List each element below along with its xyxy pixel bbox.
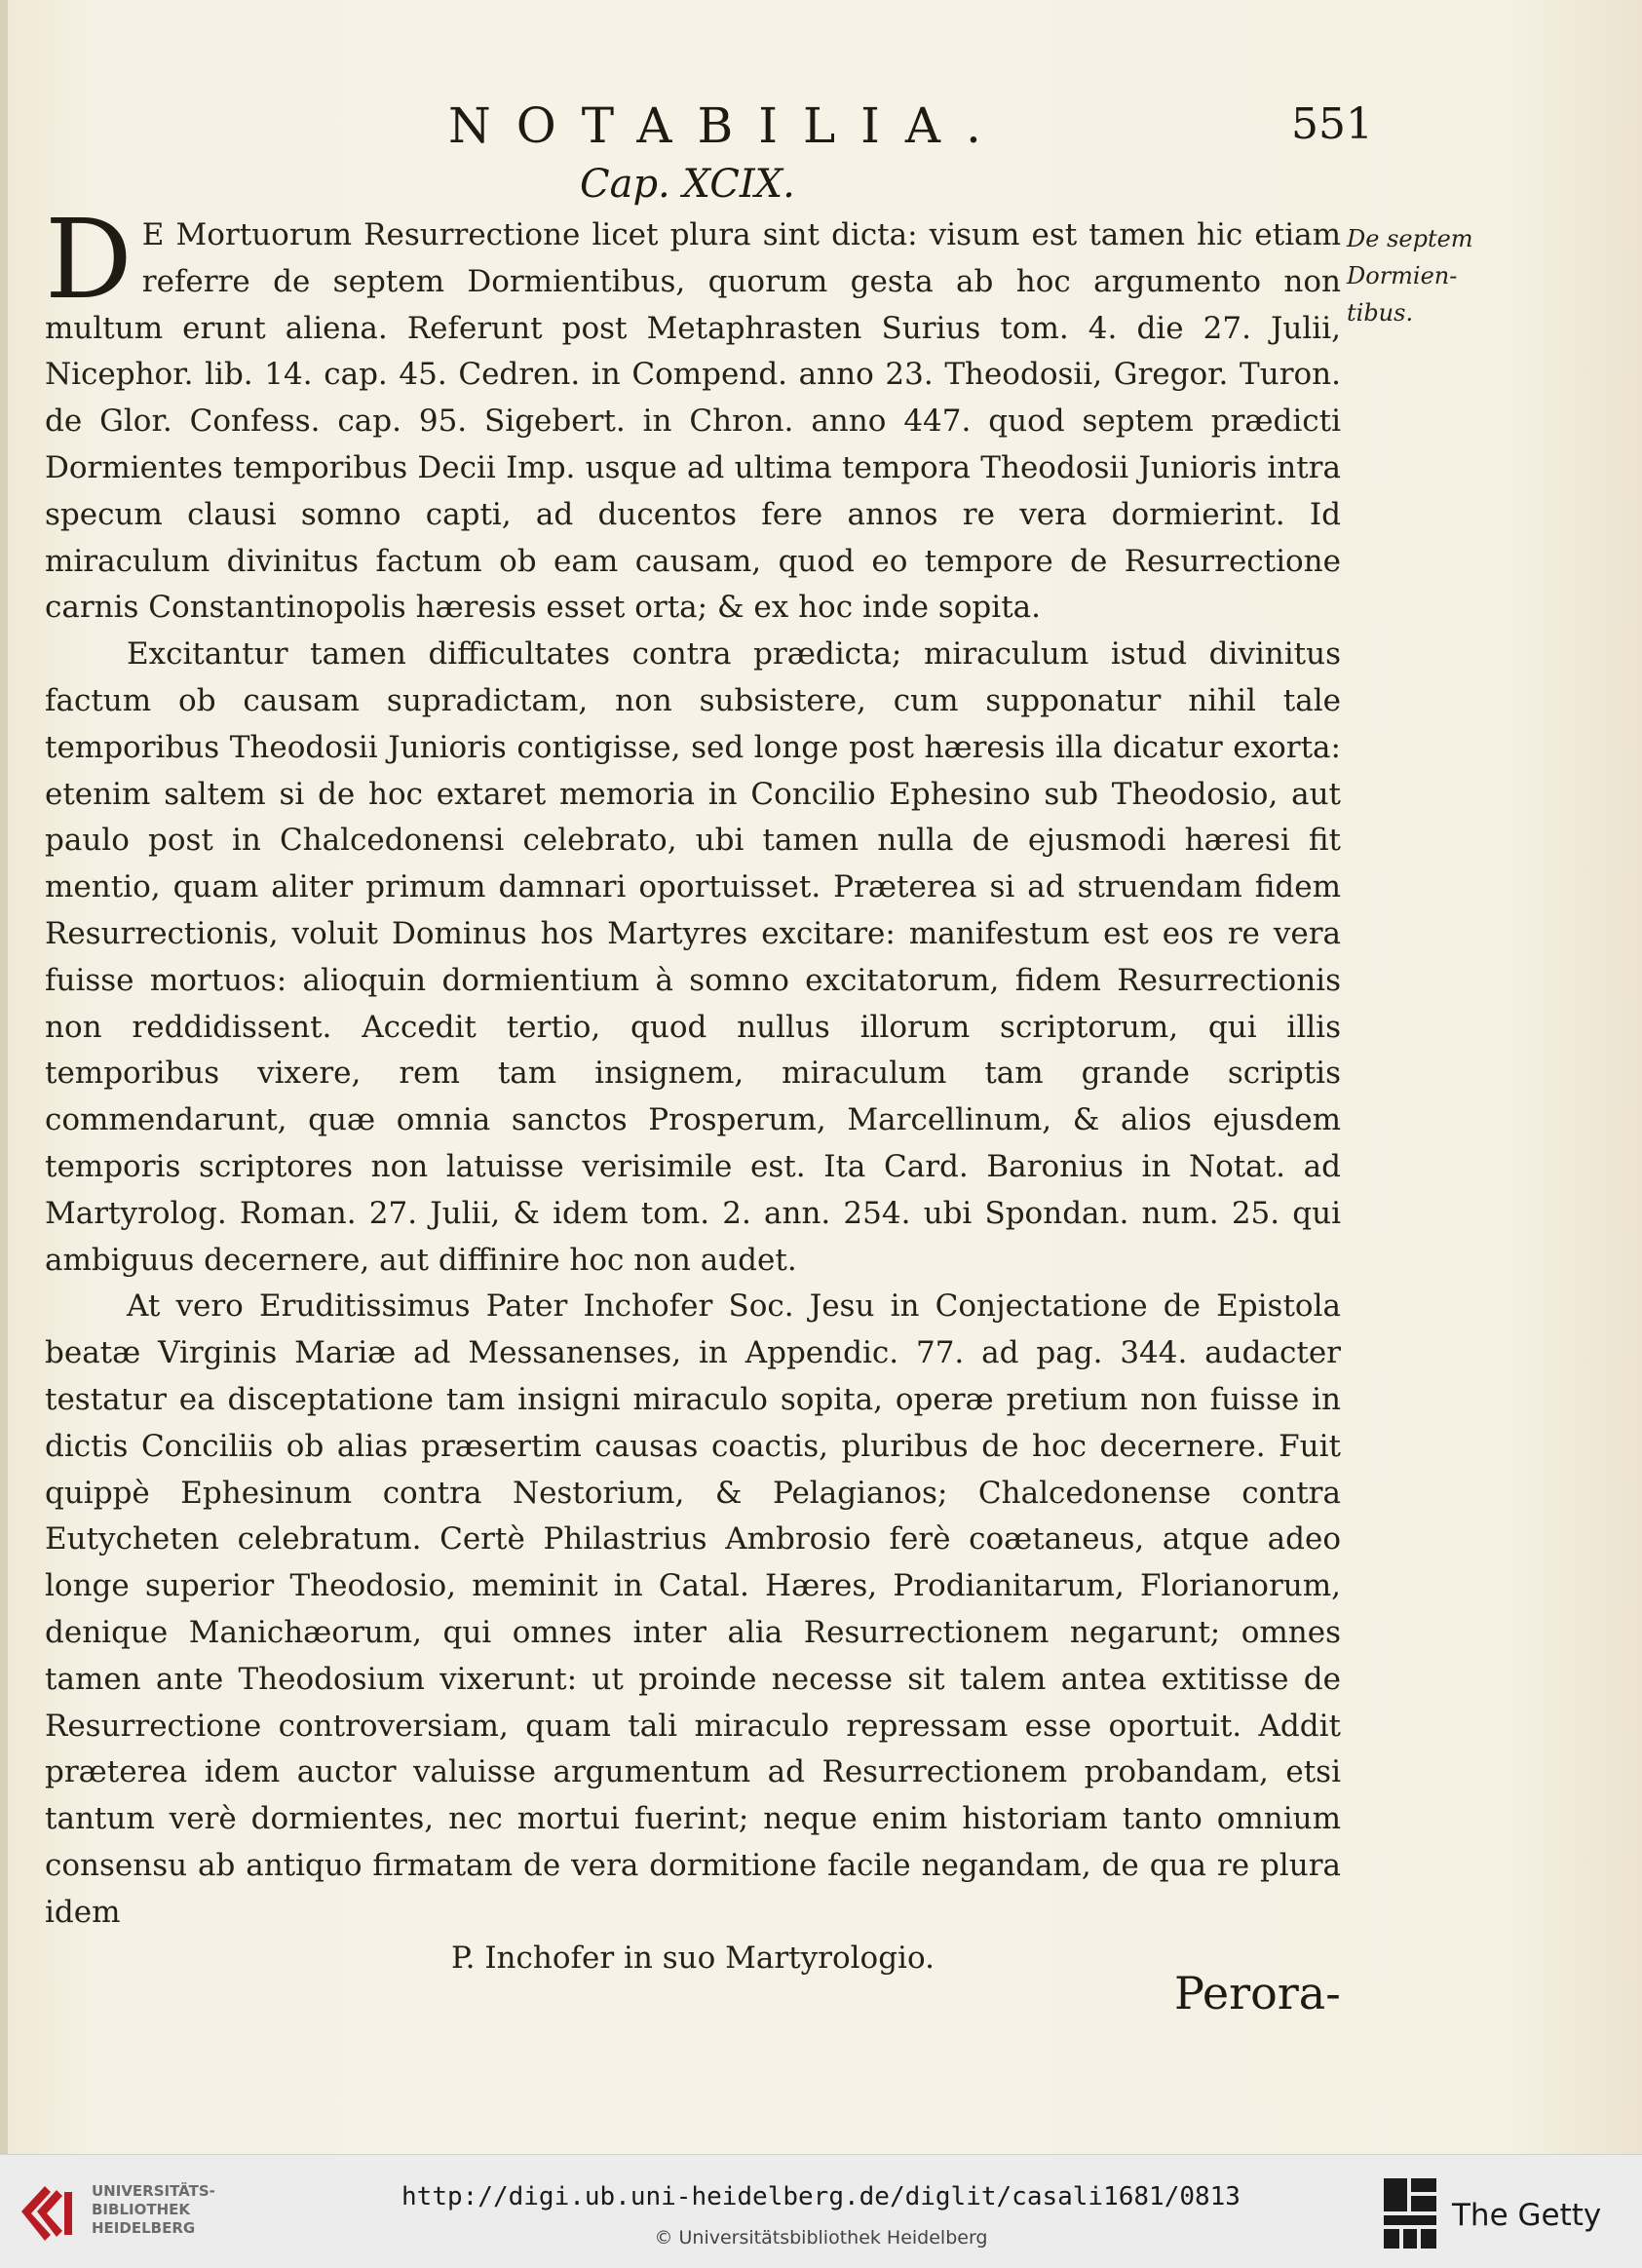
library-name-line: BIBLIOTHEK [92, 2201, 190, 2218]
drop-cap: D [45, 197, 133, 324]
marginal-note-line: De septem [1347, 225, 1473, 252]
chapter-heading: Cap. XCIX. [580, 162, 795, 207]
running-header [0, 97, 1642, 156]
catchword: Perora- [1174, 1967, 1341, 2019]
page-edge [0, 0, 8, 2154]
paragraph-text: E Mortuorum Resurrectione licet plura sint dicta: visum est tamen hic etiam referre de septem Dormientibus, quorum gesta ab hoc argumento non multum erunt aliena. Referunt post Metaphrasten Surius tom. 4. die 27. Julii, Nicephor. lib. 14. cap. 45. Cedren. in Compend. anno 23. Theodosii, Gregor. Turon. de Glor. Confess. cap. 95. Sigebert. in Chron. anno 447. quod septem prædicti Dormientes temporibus Decii Imp. usque ad ultima tempora Theodosii Junioris intra specum clausi somno capti, ad ducentos fere annos re vera dormierint. Id miraculum divinitus factum ob eam causam, quod eo tempore de Resurrectione carnis Constantinopolis hæresis esset orta; & ex hoc inde sopita. [45, 217, 1341, 626]
closing-line: P. Inchofer in suo Martyrologio. [451, 1941, 935, 1977]
copyright-notice: © Universitätsbibliothek Heidelberg [654, 2227, 988, 2249]
getty-logo-icon[interactable] [1382, 2174, 1438, 2252]
page-number: 551 [1291, 99, 1373, 149]
paragraph [45, 197, 1341, 632]
permalink-url[interactable]: http://digi.ub.uni-heidelberg.de/diglit/casali1681/0813 [401, 2182, 1241, 2211]
marginal-note-line: tibus. [1347, 299, 1414, 327]
paragraph: Excitantur tamen difficultates contra prædicta; miraculum istud divinitus factum ob causam supradictam, non subsistere, cum supponatur nihil tale temporibus Theodosii Junioris contigisse, sed longe post hæresis illa dicatur exorta: etenim saltem si de hoc extaret memoria in Concilio Ephesino sub Theodosio, aut paulo post in Chalcedonensi celebrato, ubi tamen nulla de ejusmodi hæresi fit mentio, quam aliter primum damnari oportuisset. Præterea si ad struendam fidem Resurrectionis, voluit Dominus hos Martyres excitare: manifestum est eos re vera fuisse mortuos: alioquin dormientium à somno excitatorum, fidem Resurrectionis non reddidissent. Accedit tertio, quod nullus illorum scriptorum, qui illis temporibus vixere, rem tam insignem, miraculum tam grande scriptis commendarunt, quæ omnia sanctos Prosperum, Marcellinum, & alios ejusdem temporis scriptores non latuisse verisimile est. Ita Card. Baronius in Notat. ad Martyrolog. Roman. 27. Julii, & idem tom. 2. ann. 254. ubi Spondan. num. 25. qui ambiguus decernere, aut diffinire hoc non audet. [45, 636, 1341, 1278]
library-name-line: HEIDELBERG [92, 2219, 196, 2237]
marginal-note-line: Dormien- [1347, 262, 1458, 289]
marginal-note [1347, 220, 1483, 331]
library-name-line: UNIVERSITÄTS- [92, 2182, 215, 2200]
paragraph: At vero Eruditissimus Pater Inchofer Soc. Jesu in Conjectatione de Epistola beatæ Virginis Mariæ ad Messanenses, in Appendic. 77. ad pag. 344. audacter testatur ea disceptatione tam insigni miraculo sopita, operæ pretium non fuisse in dictis Conciliis ob alias præsertim causas coactis, pluribus de hoc decernere. Fuit quippè Ephesinum contra Nestorium, & Pelagianos; Chalcedonense contra Eutycheten celebratum. Certè Philastrius Ambrosio ferè coætaneus, atque adeo longe superior Theodosio, meminit in Catal. Hæres, Prodianitarum, Florianorum, denique Manichæorum, qui omnes inter alia Resurrectionem negarunt; omnes tamen ante Theodosium vixerunt: ut proinde necesse sit talem antea extitisse de Resurrectione controversiam, quam tali miraculo repressam esse oportuit. Addit præterea idem auctor valuisse argumentum ad Resurrectionem probandam, etsi tantum verè dormientes, nec mortui fuerint; neque enim historiam tanto omnium consensu ab antiquo firmatam de vera dormitione facile negandam, de qua re plura idem [45, 1288, 1341, 1930]
partner-name: The Getty [1452, 2198, 1602, 2233]
viewer-footer [0, 2154, 1642, 2268]
body-text [45, 197, 1341, 1982]
running-title: NOTABILIA. [448, 97, 1007, 154]
